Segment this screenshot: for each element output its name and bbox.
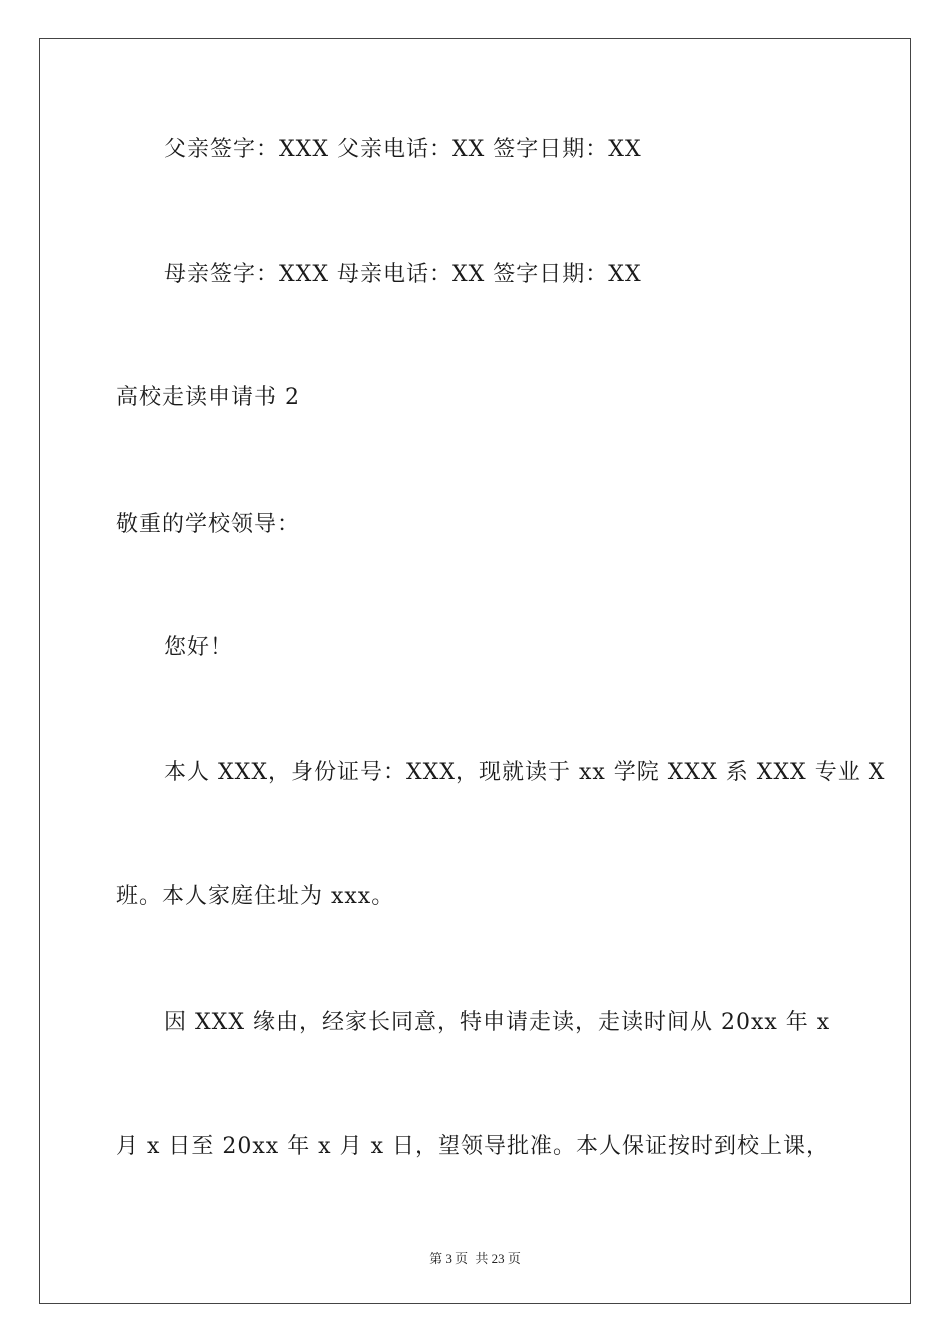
body-line: 月 x 日至 20xx 年 x 月 x 日，望领导批准。本人保证按时到校上课， <box>116 1134 829 1159</box>
page-border <box>39 38 911 1304</box>
page-number: 第 3 页 <box>429 1251 469 1266</box>
section-title: 高校走读申请书 2 <box>116 385 300 410</box>
salutation: 敬重的学校领导： <box>116 512 301 537</box>
greeting: 您好！ <box>164 635 234 660</box>
body-line: 因 XXX 缘由，经家长同意，特申请走读，走读时间从 20xx 年 x <box>164 1010 831 1035</box>
body-line: 本人 XXX，身份证号：XXX，现就读于 xx 学院 XXX 系 XXX 专业 X <box>164 760 886 785</box>
mother-signature-line: 母亲签字：XXX 母亲电话：XX 签字日期：XX <box>164 262 642 287</box>
page-footer <box>0 1248 950 1267</box>
page-total: 共 23 页 <box>475 1251 521 1266</box>
body-line: 班。本人家庭住址为 xxx。 <box>116 884 395 909</box>
father-signature-line: 父亲签字：XXX 父亲电话：XX 签字日期：XX <box>164 137 642 162</box>
